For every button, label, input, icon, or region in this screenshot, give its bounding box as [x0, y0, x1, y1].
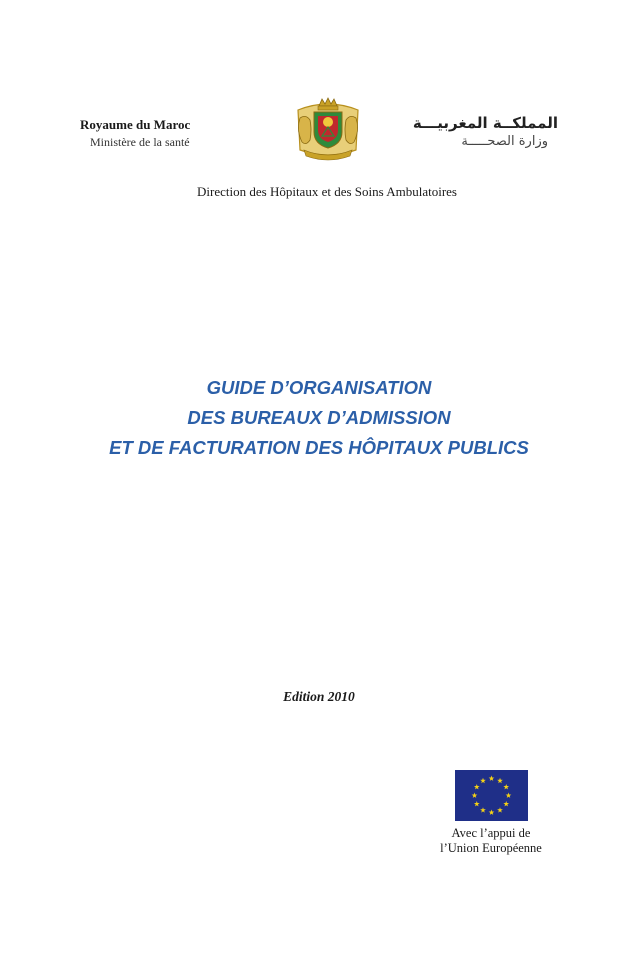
title-line-1: GUIDE D’ORGANISATION — [206, 377, 432, 398]
edition-label: Edition 2010 — [283, 689, 355, 704]
document-title — [0, 373, 638, 463]
title-line-3: ET DE FACTURATION DES HÔPITAUX PUBLICS — [109, 437, 529, 458]
directorate-name: Direction des Hôpitaux et des Soins Ambulatoires — [197, 184, 457, 199]
eu-flag-icon — [455, 770, 528, 821]
ministry-name-fr: Ministère de la santé — [90, 135, 190, 149]
kingdom-name-ar: المملكــة المغربيـــة — [412, 114, 558, 132]
eu-support-caption — [425, 826, 557, 856]
ministry-name-ar: وزارة الصحـــــة — [461, 134, 548, 149]
eu-caption-line-1: Avec l’appui de — [451, 826, 531, 840]
kingdom-name-fr: Royaume du Maroc — [80, 117, 191, 132]
title-line-2: DES BUREAUX D’ADMISSION — [187, 407, 451, 428]
eu-caption-line-2: l’Union Européenne — [440, 841, 542, 855]
morocco-coat-of-arms-icon — [292, 96, 364, 162]
